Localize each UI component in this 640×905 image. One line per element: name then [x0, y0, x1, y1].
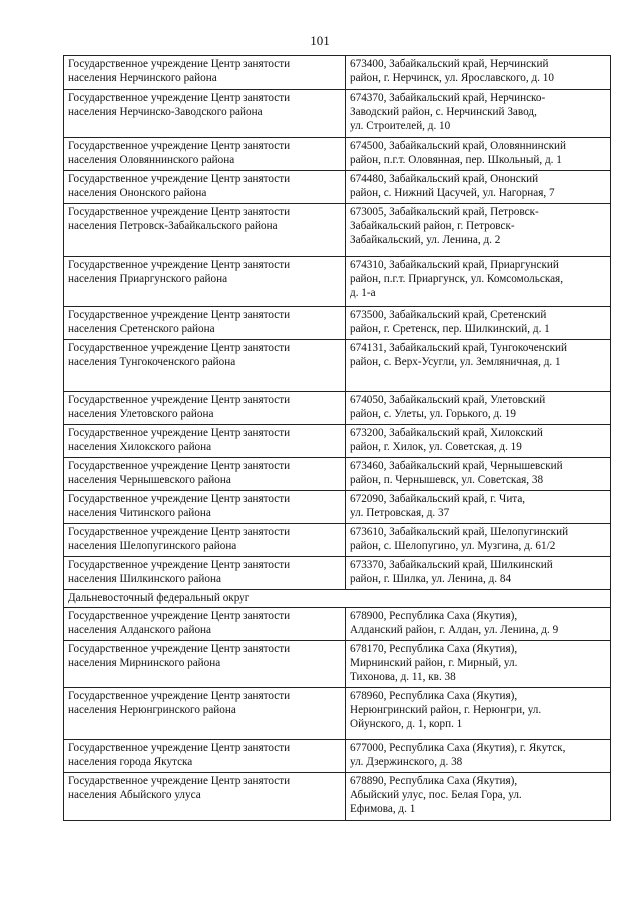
- address-line: Абыйский улус, пос. Белая Гора, ул.: [350, 789, 522, 801]
- address-line: 672090, Забайкальский край, г. Чита,: [350, 493, 526, 505]
- section-row: [64, 590, 611, 608]
- table-row: [64, 688, 611, 740]
- institution-name-line: населения Шилкинского района: [68, 573, 221, 585]
- institution-name-line: населения Нерчинского района: [68, 72, 217, 84]
- institution-name-line: населения города Якутска: [68, 756, 193, 768]
- address-cell: [346, 204, 611, 257]
- institution-name-line: Государственное учреждение Центр занятости: [68, 92, 291, 104]
- table-row: [64, 90, 611, 138]
- address-line: 674480, Забайкальский край, Ононский: [350, 173, 539, 185]
- institution-name-cell: [64, 608, 346, 641]
- table-row: [64, 257, 611, 307]
- institution-name-line: Государственное учреждение Центр занятости: [68, 427, 291, 439]
- institution-name-line: Государственное учреждение Центр занятости: [68, 559, 291, 571]
- address-cell: [346, 56, 611, 90]
- address-line: 678960, Республика Саха (Якутия),: [350, 690, 518, 702]
- table-row: [64, 740, 611, 773]
- institution-name-cell: [64, 340, 346, 392]
- address-line: 678170, Республика Саха (Якутия),: [350, 643, 518, 655]
- institution-name-cell: [64, 458, 346, 491]
- table-row: [64, 171, 611, 204]
- address-line: 677000, Республика Саха (Якутия), г. Якутск,: [350, 742, 566, 754]
- institution-name-line: населения Ононского района: [68, 187, 207, 199]
- institution-name-cell: [64, 138, 346, 171]
- table-row: [64, 340, 611, 392]
- address-line: район, г. Шилка, ул. Ленина, д. 84: [350, 573, 512, 585]
- table-row: [64, 204, 611, 257]
- address-cell: [346, 458, 611, 491]
- institution-name-line: Государственное учреждение Центр занятости: [68, 460, 291, 472]
- institution-name-cell: [64, 557, 346, 590]
- table-row: [64, 392, 611, 425]
- institution-name-line: населения Нерчинско-Заводского района: [68, 106, 263, 118]
- address-line: район, п.г.т. Приаргунск, ул. Комсомольская,: [350, 273, 563, 285]
- institution-name-line: населения Хилокского района: [68, 441, 212, 453]
- address-line: ул. Строителей, д. 10: [350, 120, 451, 132]
- institution-name-line: Государственное учреждение Центр занятости: [68, 259, 291, 271]
- address-line: Ойунского, д. 1, корп. 1: [350, 718, 463, 730]
- address-line: Тихонова, д. 11, кв. 38: [350, 671, 456, 683]
- institution-name-cell: [64, 773, 346, 821]
- address-cell: [346, 688, 611, 740]
- address-line: Алданский район, г. Алдан, ул. Ленина, д. 9: [350, 624, 559, 636]
- address-line: район, с. Верх-Усугли, ул. Земляничная, д. 1: [350, 356, 561, 368]
- institution-name-line: Государственное учреждение Центр занятости: [68, 394, 291, 406]
- institution-name-line: населения Улетовского района: [68, 408, 214, 420]
- institution-name-cell: [64, 56, 346, 90]
- table-row: [64, 138, 611, 171]
- institution-name-line: населения Петровск-Забайкальского района: [68, 220, 278, 232]
- address-line: Нерюнгринский район, г. Нерюнгри, ул.: [350, 704, 542, 716]
- address-cell: [346, 557, 611, 590]
- address-cell: [346, 773, 611, 821]
- institution-name-line: Государственное учреждение Центр занятости: [68, 643, 291, 655]
- address-line: 673500, Забайкальский край, Сретенский: [350, 309, 547, 321]
- institution-name-line: Государственное учреждение Центр занятости: [68, 342, 291, 354]
- table-row: [64, 56, 611, 90]
- address-line: Забайкальский район, г. Петровск-: [350, 220, 515, 232]
- address-cell: [346, 340, 611, 392]
- institution-name-cell: [64, 171, 346, 204]
- institution-name-cell: [64, 524, 346, 557]
- institution-name-line: населения Сретенского района: [68, 323, 215, 335]
- table-row: [64, 307, 611, 340]
- institution-name-cell: [64, 392, 346, 425]
- institution-name-cell: [64, 257, 346, 307]
- address-line: район, п. Чернышевск, ул. Советская, 38: [350, 474, 544, 486]
- institution-name-line: населения Читинского района: [68, 507, 211, 519]
- address-line: ул. Петровская, д. 37: [350, 507, 450, 519]
- address-cell: [346, 608, 611, 641]
- page-number: 101: [310, 33, 330, 48]
- address-cell: [346, 138, 611, 171]
- institution-name-line: Государственное учреждение Центр занятости: [68, 140, 291, 152]
- institution-name-line: населения Нерюнгринского района: [68, 704, 236, 716]
- table-row: [64, 557, 611, 590]
- table-row: [64, 773, 611, 821]
- institution-name-line: населения Абыйского улуса: [68, 789, 201, 801]
- institution-name-line: Государственное учреждение Центр занятости: [68, 610, 291, 622]
- institution-name-cell: [64, 425, 346, 458]
- address-line: 678890, Республика Саха (Якутия),: [350, 775, 518, 787]
- address-line: Заводский район, с. Нерчинский Завод,: [350, 106, 537, 118]
- institution-name-cell: [64, 90, 346, 138]
- institution-name-cell: [64, 491, 346, 524]
- institution-name-line: населения Алданского района: [68, 624, 212, 636]
- institution-name-line: Государственное учреждение Центр занятости: [68, 493, 291, 505]
- address-line: район, г. Сретенск, пер. Шилкинский, д. 1: [350, 323, 550, 335]
- institution-name-line: Государственное учреждение Центр занятости: [68, 309, 291, 321]
- address-line: район, г. Нерчинск, ул. Ярославского, д. 10: [350, 72, 554, 84]
- address-line: 673370, Забайкальский край, Шилкинский: [350, 559, 553, 571]
- table-row: [64, 608, 611, 641]
- address-line: 673610, Забайкальский край, Шелопугинский: [350, 526, 569, 538]
- address-cell: [346, 425, 611, 458]
- address-line: район, с. Улеты, ул. Горького, д. 19: [350, 408, 516, 420]
- institution-name-line: населения Тунгокоченского района: [68, 356, 236, 368]
- address-cell: [346, 90, 611, 138]
- table-row: [64, 491, 611, 524]
- employment-centers-table: [63, 55, 611, 821]
- address-line: 674131, Забайкальский край, Тунгокоченский: [350, 342, 568, 354]
- institution-name-line: Государственное учреждение Центр занятости: [68, 526, 291, 538]
- address-line: д. 1-а: [350, 287, 376, 299]
- address-line: 674500, Забайкальский край, Оловяннинский: [350, 140, 566, 152]
- table-row: [64, 641, 611, 688]
- institution-name-cell: [64, 307, 346, 340]
- address-line: Ефимова, д. 1: [350, 803, 416, 815]
- institution-name-cell: [64, 688, 346, 740]
- address-cell: [346, 491, 611, 524]
- address-line: Мирнинский район, г. Мирный, ул.: [350, 657, 518, 669]
- address-line: 674370, Забайкальский край, Нерчинско-: [350, 92, 546, 104]
- address-line: 673400, Забайкальский край, Нерчинский: [350, 58, 549, 70]
- address-line: район, с. Нижний Цасучей, ул. Нагорная, 7: [350, 187, 555, 199]
- institution-name-line: Государственное учреждение Центр занятости: [68, 206, 291, 218]
- address-line: 673005, Забайкальский край, Петровск-: [350, 206, 539, 218]
- table-row: [64, 458, 611, 491]
- section-title: Дальневосточный федеральный округ: [64, 590, 611, 608]
- institution-name-line: населения Приаргунского района: [68, 273, 228, 285]
- address-cell: [346, 641, 611, 688]
- address-line: 674310, Забайкальский край, Приаргунский: [350, 259, 559, 271]
- address-line: ул. Дзержинского, д. 38: [350, 756, 463, 768]
- institution-name-line: населения Шелопугинского района: [68, 540, 237, 552]
- institution-name-line: Государственное учреждение Центр занятости: [68, 173, 291, 185]
- table-row: [64, 425, 611, 458]
- address-cell: [346, 257, 611, 307]
- institution-name-cell: [64, 641, 346, 688]
- address-cell: [346, 524, 611, 557]
- address-line: район, п.г.т. Оловянная, пер. Школьный, д. 1: [350, 154, 562, 166]
- address-cell: [346, 171, 611, 204]
- institution-name-line: населения Чернышевского района: [68, 474, 231, 486]
- institution-name-line: Государственное учреждение Центр занятости: [68, 58, 291, 70]
- institution-name-line: населения Оловяннинского района: [68, 154, 235, 166]
- address-line: район, с. Шелопугино, ул. Музгина, д. 61/2: [350, 540, 556, 552]
- institution-name-cell: [64, 740, 346, 773]
- address-cell: [346, 740, 611, 773]
- address-line: 678900, Республика Саха (Якутия),: [350, 610, 518, 622]
- institution-name-line: Государственное учреждение Центр занятости: [68, 775, 291, 787]
- institution-name-line: Государственное учреждение Центр занятости: [68, 690, 291, 702]
- institution-name-cell: [64, 204, 346, 257]
- address-line: район, г. Хилок, ул. Советская, д. 19: [350, 441, 522, 453]
- address-line: 673200, Забайкальский край, Хилокский: [350, 427, 543, 439]
- institution-name-line: населения Мирнинского района: [68, 657, 221, 669]
- address-cell: [346, 392, 611, 425]
- address-cell: [346, 307, 611, 340]
- address-line: 673460, Забайкальский край, Чернышевский: [350, 460, 563, 472]
- table-row: [64, 524, 611, 557]
- address-line: Забайкальский, ул. Ленина, д. 2: [350, 234, 501, 246]
- address-line: 674050, Забайкальский край, Улетовский: [350, 394, 546, 406]
- institution-name-line: Государственное учреждение Центр занятости: [68, 742, 291, 754]
